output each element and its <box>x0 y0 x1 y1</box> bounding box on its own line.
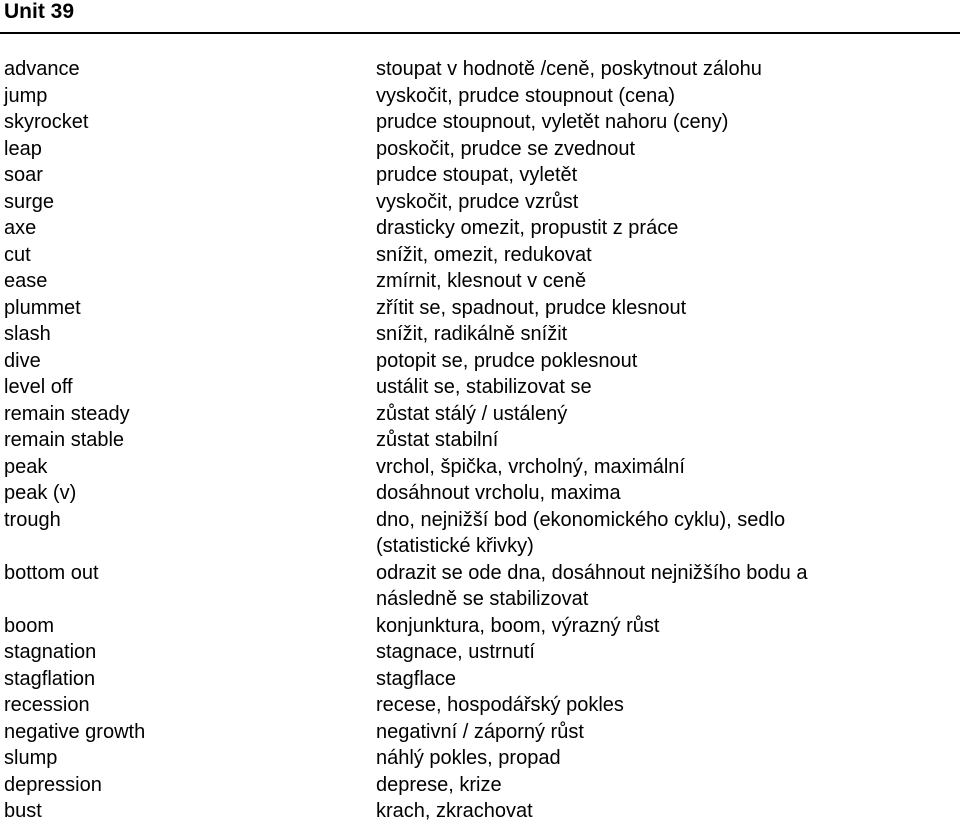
vocabulary-term: stagnation <box>4 641 97 663</box>
vocabulary-row <box>0 613 960 640</box>
vocabulary-term: peak <box>4 455 48 478</box>
vocabulary-term: bottom out <box>4 561 99 584</box>
vocabulary-row <box>0 798 960 825</box>
vocabulary-term: remain stable <box>4 429 125 451</box>
vocabulary-row <box>0 666 960 693</box>
vocabulary-definition: snížit, radikálně snížit <box>376 323 568 345</box>
vocabulary-term: negative growth <box>4 720 146 743</box>
vocabulary-row <box>0 374 960 401</box>
vocabulary-row <box>0 83 960 110</box>
vocabulary-term: soar <box>4 164 43 186</box>
vocabulary-term: slump <box>4 747 58 769</box>
vocabulary-definition: krach, zkrachovat <box>376 800 533 822</box>
vocabulary-row <box>0 401 960 428</box>
vocabulary-definition: poskočit, prudce se zvednout <box>376 137 636 160</box>
vocabulary-definition: potopit se, prudce poklesnout <box>376 349 638 372</box>
vocabulary-row <box>0 719 960 746</box>
vocabulary-definition: prudce stoupat, vyletět <box>376 164 578 186</box>
vocabulary-definition: ustálit se, stabilizovat se <box>376 376 592 398</box>
vocabulary-term-empty <box>0 533 376 560</box>
vocabulary-row <box>0 109 960 136</box>
vocabulary-definition: zmírnit, klesnout v ceně <box>376 270 587 292</box>
vocabulary-table <box>0 56 960 825</box>
vocabulary-definition: vyskočit, prudce stoupnout (cena) <box>376 84 676 107</box>
vocabulary-row <box>0 560 960 587</box>
vocabulary-row <box>0 745 960 772</box>
vocabulary-term: level off <box>4 376 73 398</box>
vocabulary-term: dive <box>4 349 41 372</box>
vocabulary-term: depression <box>4 773 102 796</box>
vocabulary-list <box>0 56 960 825</box>
vocabulary-definition: negativní / záporný růst <box>376 720 584 743</box>
vocabulary-term: skyrocket <box>4 111 89 133</box>
vocabulary-definition: zřítit se, spadnout, prudce klesnout <box>376 296 687 319</box>
vocabulary-term: leap <box>4 137 42 160</box>
vocabulary-row <box>0 454 960 481</box>
vocabulary-definition: zůstat stabilní <box>376 429 499 451</box>
vocabulary-definition: zůstat stálý / ustálený <box>376 402 568 425</box>
vocabulary-row <box>0 56 960 83</box>
vocabulary-row <box>0 480 960 507</box>
vocabulary-definition: dno, nejnižší bod (ekonomického cyklu), sedlo <box>376 508 786 531</box>
title-divider <box>0 32 960 34</box>
vocabulary-term: cut <box>4 243 31 266</box>
vocabulary-row <box>0 242 960 269</box>
vocabulary-definition: recese, hospodářský pokles <box>376 694 624 716</box>
vocabulary-term: surge <box>4 190 55 213</box>
vocabulary-row <box>0 321 960 348</box>
vocabulary-term: slash <box>4 323 51 345</box>
vocabulary-term: advance <box>4 58 80 80</box>
vocabulary-definition: vrchol, špička, vrcholný, maximální <box>376 455 685 478</box>
vocabulary-definition: odrazit se ode dna, dosáhnout nejnižšího bodu a <box>376 561 808 584</box>
vocabulary-definition: dosáhnout vrcholu, maxima <box>376 482 621 504</box>
vocabulary-row <box>0 427 960 454</box>
vocabulary-row <box>0 162 960 189</box>
vocabulary-definition: vyskočit, prudce vzrůst <box>376 190 579 213</box>
vocabulary-definition: prudce stoupnout, vyletět nahoru (ceny) <box>376 111 729 133</box>
vocabulary-term: bust <box>4 800 42 822</box>
vocabulary-row <box>0 639 960 666</box>
vocabulary-row <box>0 295 960 322</box>
vocabulary-term: peak (v) <box>4 482 77 504</box>
vocabulary-row <box>0 215 960 242</box>
vocabulary-term: axe <box>4 217 37 239</box>
vocabulary-definition-continued: (statistické křivky) <box>376 535 534 557</box>
vocabulary-term: stagflation <box>4 667 96 690</box>
vocabulary-term: recession <box>4 694 90 716</box>
vocabulary-definition: snížit, omezit, redukovat <box>376 243 592 266</box>
vocabulary-row <box>0 772 960 799</box>
vocabulary-term: plummet <box>4 296 81 319</box>
vocabulary-row <box>0 533 960 560</box>
vocabulary-term: jump <box>4 84 48 107</box>
vocabulary-term: boom <box>4 614 55 637</box>
vocabulary-term: trough <box>4 508 61 531</box>
unit-title: Unit 39 <box>4 0 75 23</box>
vocabulary-term-empty <box>0 586 376 613</box>
vocabulary-definition: konjunktura, boom, výrazný růst <box>376 614 660 637</box>
vocabulary-definition: deprese, krize <box>376 773 502 796</box>
vocabulary-definition: stagflace <box>376 667 457 690</box>
vocabulary-row <box>0 136 960 163</box>
vocabulary-term: remain steady <box>4 402 130 425</box>
vocabulary-term: ease <box>4 270 48 292</box>
vocabulary-definition: náhlý pokles, propad <box>376 747 561 769</box>
vocabulary-row <box>0 692 960 719</box>
vocabulary-row <box>0 189 960 216</box>
vocabulary-row <box>0 348 960 375</box>
vocabulary-definition: stoupat v hodnotě /ceně, poskytnout zálohu <box>376 58 762 80</box>
vocabulary-row <box>0 268 960 295</box>
vocabulary-definition: stagnace, ustrnutí <box>376 641 535 663</box>
vocabulary-row <box>0 586 960 613</box>
vocabulary-definition: drasticky omezit, propustit z práce <box>376 217 679 239</box>
vocabulary-definition-continued: následně se stabilizovat <box>376 588 589 610</box>
vocabulary-row <box>0 507 960 534</box>
